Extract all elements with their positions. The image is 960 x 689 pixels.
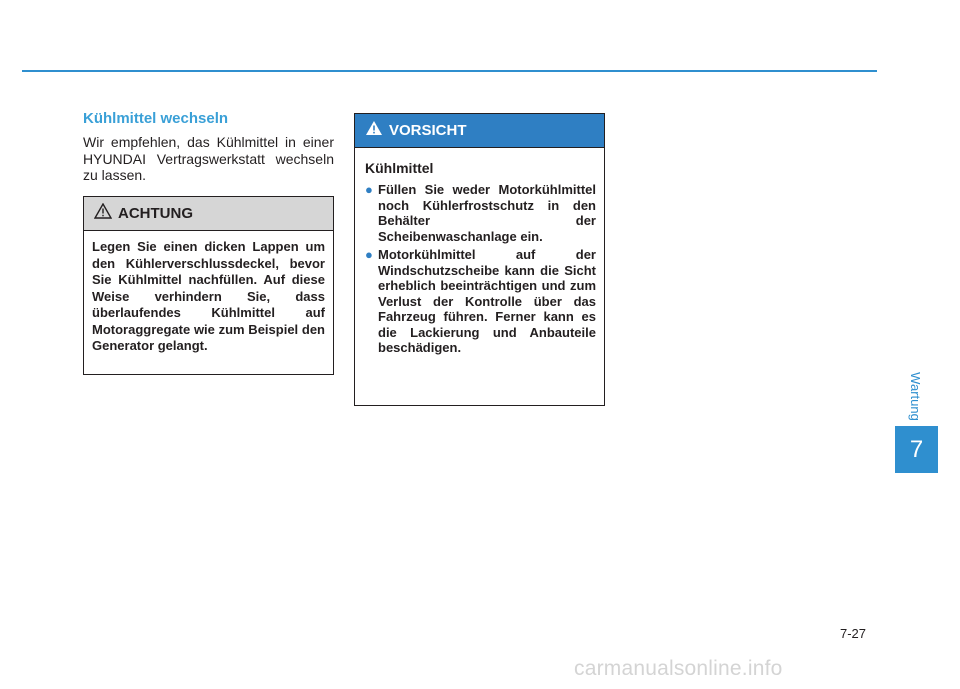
achtung-title: ACHTUNG	[118, 205, 193, 222]
achtung-header	[84, 197, 333, 231]
bullet-dot-icon: ●	[365, 182, 373, 197]
list-item	[365, 247, 596, 356]
vorsicht-subhead: Kühlmittel	[365, 160, 434, 176]
vorsicht-header	[355, 114, 604, 148]
warning-triangle-icon	[94, 203, 112, 224]
chapter-name: Wartung	[907, 371, 923, 421]
achtung-text: Legen Sie einen dicken Lappen um den Kühlerverschlussdeckel, bevor Sie Kühlmittel nachfüllen. Auf diese Weise verhindern Sie, dass überlaufendes Kühlmittel auf Motoraggregate wie zum Beispiel den Generator gelangt.	[92, 239, 325, 353]
watermark: carmanualsonline.info	[574, 657, 783, 680]
page-number: 7-27	[840, 626, 867, 641]
warning-triangle-icon	[365, 120, 383, 141]
intro-paragraph: Wir empfehlen, das Kühlmittel in einer HYUNDAI Vertragswerkstatt wechseln zu lassen.	[83, 134, 334, 183]
list-item-text: Füllen Sie weder Motorkühlmittel noch Kühlerfrostschutz in den Behälter der Scheibenwaschanlage ein.	[378, 182, 596, 244]
bullet-dot-icon: ●	[365, 247, 373, 262]
chapter-side-label	[899, 366, 931, 426]
list-item	[365, 182, 596, 244]
achtung-box	[83, 196, 334, 375]
vorsicht-box	[354, 113, 605, 406]
vorsicht-title: VORSICHT	[389, 122, 467, 139]
section-title: Kühlmittel wechseln	[83, 110, 229, 127]
header-rule	[22, 70, 877, 72]
list-item-text: Motorkühlmittel auf der Windschutzscheibe kann die Sicht erheblich beeinträchtigen und zum Verlust der Kontrolle über das Fahrzeug führen. Ferner kann es die Lackierung und Anbauteile beschädigen.	[378, 247, 596, 355]
vorsicht-list	[355, 182, 604, 356]
chapter-tab[interactable]: 7	[895, 426, 938, 473]
